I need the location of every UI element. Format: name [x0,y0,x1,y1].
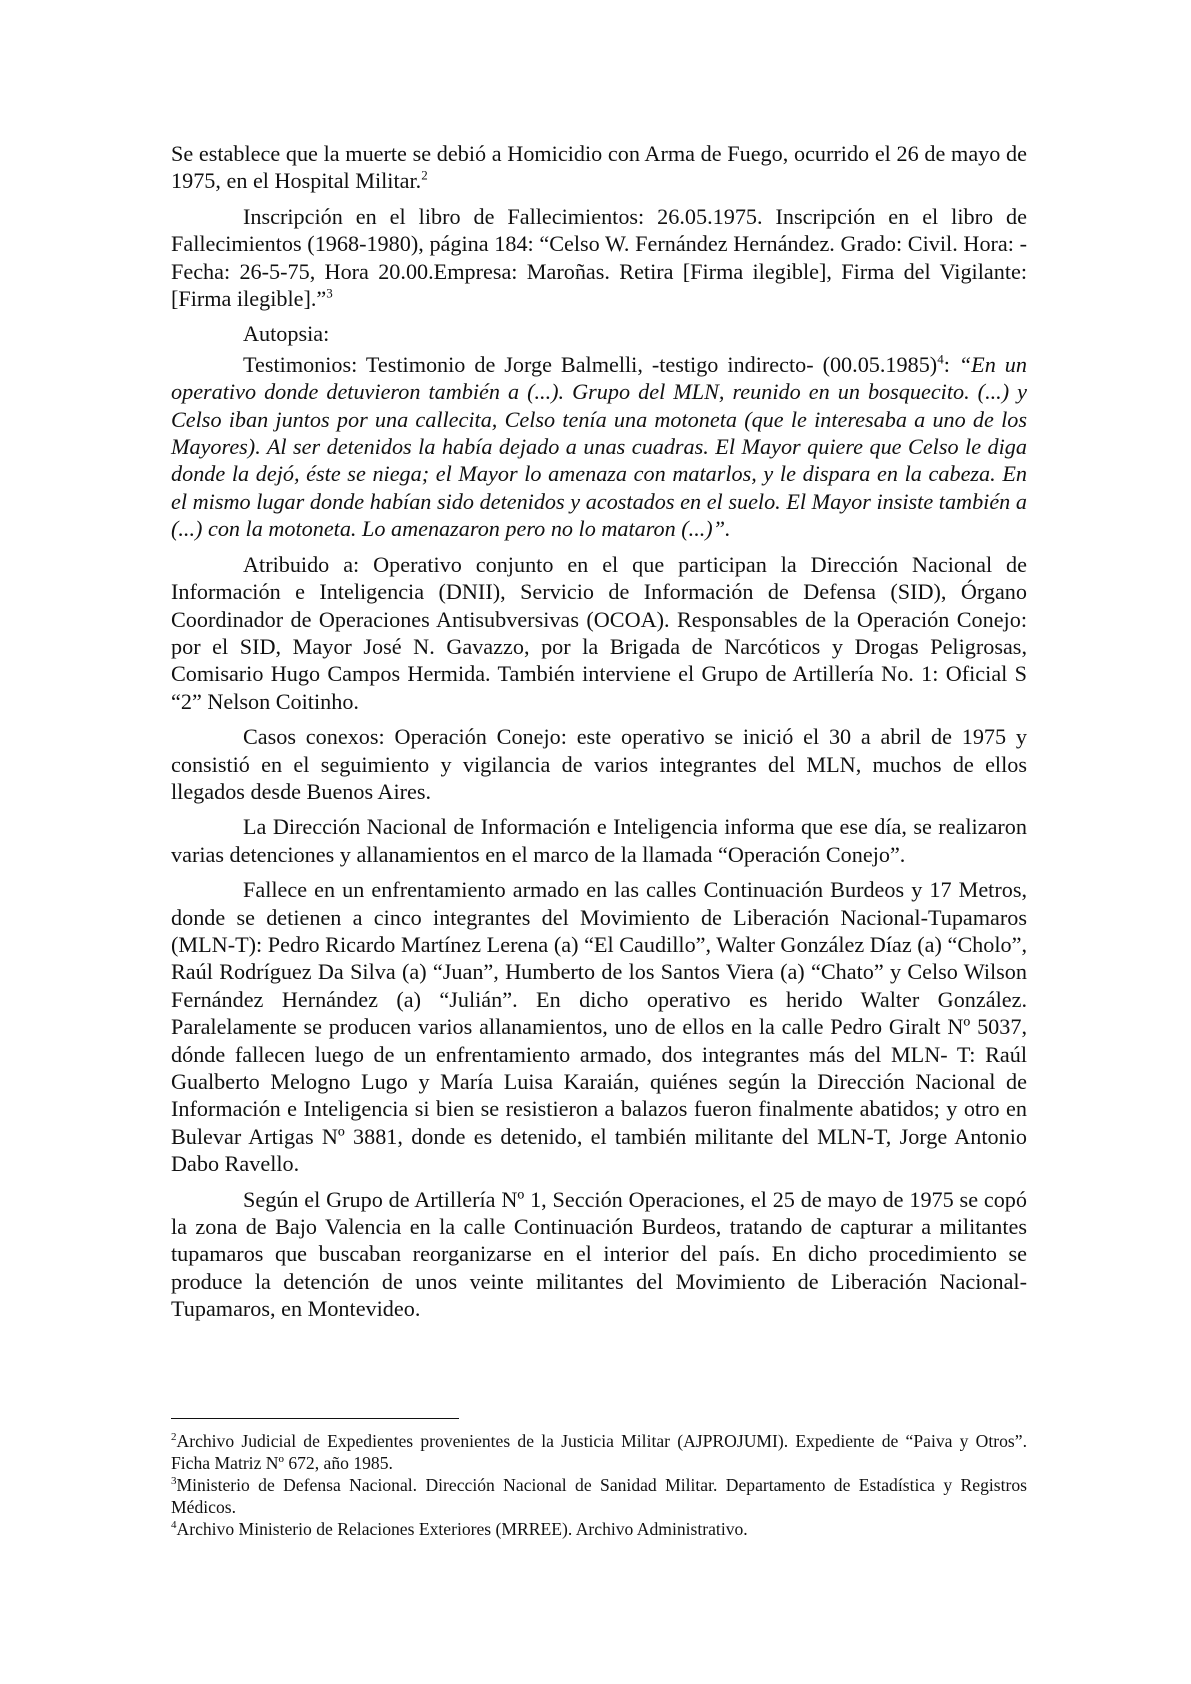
paragraph-text: Se establece que la muerte se debió a Homicidio con Arma de Fuego, ocurrido el 26 de mayo de 1975, en el Hospital Militar. [171,141,1027,194]
document-page [171,140,1027,1331]
footnote-number: 3 [171,1475,177,1488]
footnote-2 [171,1430,1027,1474]
footnote-number: 4 [171,1519,177,1532]
paragraph-colon: : [943,351,950,377]
testimony-quote: “En un operativo donde detuvieron también a (...). Grupo del MLN, reunido en un bosquecito. (...) y Celso iban juntos por una callecita, Celso tenía una motoneta (que le interesaba a uno de los Mayores). Al ser detenidos la había dejado a unas cuadras. El Mayor quiere que Celso le diga donde la dejó, éste se niega; el Mayor lo amenaza con matarlos, y le dispara en la cabeza. En el mismo lugar donde habían sido detenidos y acostados en el suelo. El Mayor insiste también a (...) con la motoneta. Lo amenazaron pero no lo mataron (...)”. [171,351,1027,542]
footnote-text: Archivo Ministerio de Relaciones Exteriores (MRREE). Archivo Administrativo. [176,1519,748,1539]
paragraph-text: La Dirección Nacional de Información e Inteligencia informa que ese día, se realizaron varias detenciones y allanamientos en el marco de la llamada “Operación Conejo”. [171,814,1027,867]
paragraph-text: Fallece en un enfrentamiento armado en las calles Continuación Burdeos y 17 Metros, donde se detienen a cinco integrantes del Movimiento de Liberación Nacional-Tupamaros (MLN-T): Pedro Ricardo Martínez Lerena (a) “El Caudillo”, Walter González Díaz (a) “Cholo”, Raúl Rodríguez Da Silva (a) “Juan”, Humberto de los Santos Viera (a) “Chato” y Celso Wilson Fernández Hernández (a) “Julián”. En dicho operativo es herido Walter González. Paralelamente se producen varios allanamientos, uno de ellos en la calle Pedro Giralt Nº 5037, dónde fallecen luego de un enfrentamiento armado, dos integrantes más del MLN- T: Raúl Gualberto Melogno Lugo y María Luisa Karaián, quiénes según la Dirección Nacional de Información e Inteligencia si bien se resistieron a balazos fueron finalmente abatidos; y otro en Bulevar Artigas Nº 3881, donde es detenido, el también militante del MLN-T, Jorge Antonio Dabo Ravello. [171,877,1027,1177]
paragraph-death-registry [171,203,1027,313]
footnote-ref-2: 2 [421,168,428,184]
footnote-text: Ministerio de Defensa Nacional. Dirección Nacional de Sanidad Militar. Departamento de Estadística y Registros Médicos. [171,1475,1027,1517]
document-body [171,140,1027,1323]
paragraph-testimonies [171,351,1027,543]
paragraph-attributed-to [171,551,1027,715]
paragraph-related-cases [171,723,1027,805]
footnote-ref-4: 4 [937,351,944,367]
footnote-number: 2 [171,1431,177,1444]
paragraph-text: Según el Grupo de Artillería Nº 1, Sección Operaciones, el 25 de mayo de 1975 se copó la zona de Bajo Valencia en la calle Continuación Burdeos, tratando de capturar a militantes tupamaros que buscaban reorganizarse en el interior del país. En dicho procedimiento se produce la detención de unos veinte militantes del Movimiento de Liberación Nacional- Tupamaros, en Montevideo. [171,1186,1027,1322]
paragraph-text: Testimonios: Testimonio de Jorge Balmelli, -testigo indirecto- (00.05.1985) [243,351,938,377]
paragraph-confrontation [171,876,1027,1177]
paragraph-text: Autopsia: [243,321,330,347]
paragraph-text: Casos conexos: Operación Conejo: este operativo se inició el 30 a abril de 1975 y consistió en el seguimiento y vigilancia de varios integrantes del MLN, muchos de ellos llegados desde Buenos Aires. [171,724,1027,804]
paragraph-text: Inscripción en el libro de Fallecimientos: 26.05.1975. Inscripción en el libro de Fallecimientos (1968-1980), página 184: “Celso W. Fernández Hernández. Grado: Civil. Hora: - Fecha: 26-5-75, Hora 20.00.Empresa: Maroñas. Retira [Firma ilegible], Firma del Vigilante: [Firma ilegible].” [171,203,1027,312]
paragraph-text: Atribuido a: Operativo conjunto en el que participan la Dirección Nacional de Información e Inteligencia (DNII), Servicio de Información de Defensa (SID), Órgano Coordinador de Operaciones Antisubversivas (OCOA). Responsables de la Operación Conejo: por el SID, Mayor José N. Gavazzo, por la Brigada de Narcóticos y Drogas Peligrosas, Comisario Hugo Campos Hermida. También interviene el Grupo de Artillería No. 1: Oficial S “2” Nelson Coitinho. [171,551,1027,714]
paragraph-cause-of-death [171,140,1027,195]
footnotes [171,1430,1027,1540]
footnote-text: Archivo Judicial de Expedientes provenientes de la Justicia Militar (AJPROJUMI). Expediente de “Paiva y Otros”. Ficha Matriz Nº 672, año 1985. [171,1431,1027,1473]
paragraph-autopsy [171,320,1027,347]
footnote-divider [171,1418,459,1419]
paragraph-dnii-report [171,813,1027,868]
footnote-4 [171,1518,1027,1540]
footnote-3 [171,1474,1027,1518]
footnote-ref-3: 3 [326,285,333,301]
paragraph-artillery-group [171,1186,1027,1323]
